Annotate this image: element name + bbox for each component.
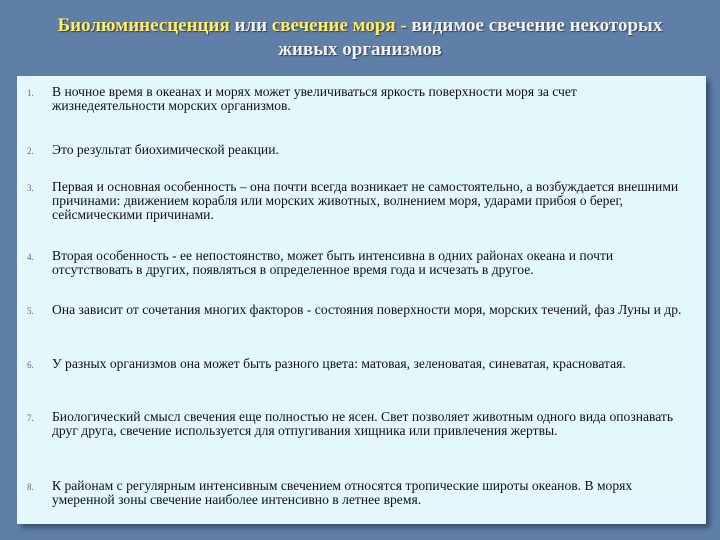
item-text: Это результат биохимической реакции. bbox=[52, 142, 279, 157]
item-text: В ночное время в океанах и морях может увеличиваться яркость поверхности моря за счет жизнедеятельности морских организмов. bbox=[52, 84, 577, 113]
title-term-alt: свечение моря - bbox=[271, 15, 407, 36]
item-text: Вторая особенность - ее непостоянство, может быть интенсивна в одних районах океана и почти отсутствовать в других, появляться в определенное время года и исчезать в другое. bbox=[52, 248, 614, 277]
content-panel bbox=[17, 76, 706, 524]
title-term: Биолюминесценция bbox=[57, 15, 230, 36]
item-number: 6. bbox=[27, 360, 34, 370]
item-text: Биологический смысл свечения еще полностью не ясен. Свет позволяет животным одного вида опознавать друг друга, свечение используется для отпугивания хищника или привлечения жертвы. bbox=[52, 409, 674, 438]
item-text: У разных организмов она может быть разного цвета: матовая, зеленоватая, синеватая, красноватая. bbox=[52, 356, 626, 371]
item-number: 7. bbox=[27, 413, 34, 423]
slide-title bbox=[40, 14, 680, 62]
title-definition: видимое свечение некоторых живых организмов bbox=[278, 15, 663, 60]
item-number: 2. bbox=[27, 146, 34, 156]
item-number: 1. bbox=[27, 88, 34, 98]
title-connector: или bbox=[229, 15, 272, 36]
item-text: Первая и основная особенность – она почти всегда возникает не самостоятельно, а возбуждается внешними причинами: движением корабля или морских животных, волнением моря, ударами прибоя о берег, сейсмическими причинами. bbox=[52, 179, 679, 222]
item-text: К районам с регулярным интенсивным свечением относятся тропические широты океанов. В морях умеренной зоны свечение наиболее интенсивно в летнее время. bbox=[52, 478, 633, 507]
item-number: 8. bbox=[27, 482, 34, 492]
item-number: 5. bbox=[27, 306, 34, 316]
item-number: 3. bbox=[27, 183, 34, 193]
item-text: Она зависит от сочетания многих факторов - состояния поверхности моря, морских течений, фаз Луны и др. bbox=[52, 302, 682, 317]
item-number: 4. bbox=[27, 252, 34, 262]
